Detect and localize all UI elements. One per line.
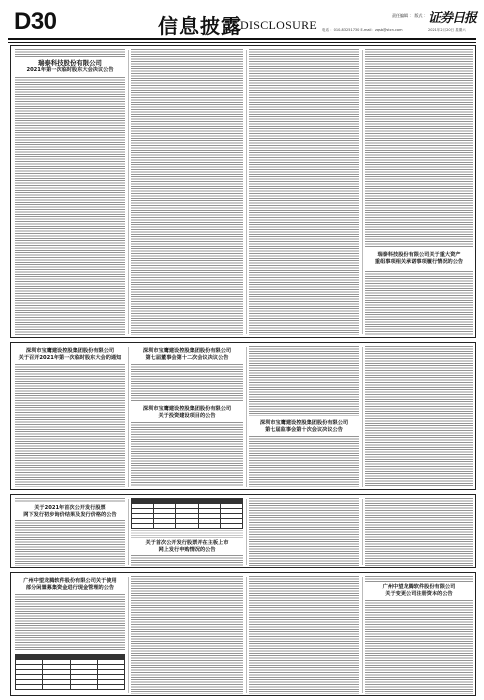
announcement-title-a3: 深圳市宝鹰建设控股集团股份有限公司 关于召开2021年第一次临时股东大会的通知 [18,348,122,361]
column-1 [15,346,125,487]
text-lines [15,364,125,487]
text-lines [15,520,125,566]
column-divider [128,577,129,693]
announcement-title-a7: 关于2021年首次公开发行股票 网下发行初步询价结果及发行价格的公告 [23,505,117,518]
column-divider [128,50,129,334]
text-lines [365,271,473,335]
column-1 [15,498,125,566]
masthead-rule-thin [8,42,476,43]
section-subtitle: DISCLOSURE [240,18,318,32]
announcement-title-a6: 深圳市宝鹰建设控股集团股份有限公司 第七届监事会第十次会议决议公告 [259,420,349,433]
column-2 [131,346,243,487]
issue-date: 2021年2月20日 星期六 [428,28,466,32]
column-3 [249,576,359,694]
text-lines [249,436,359,487]
section-title: 信息披露 [158,14,242,38]
contact-line: 电话 ：010-83251730 E-mail：zqsb@stcn.com [322,28,403,32]
text-lines [249,346,359,416]
column-divider [246,499,247,565]
column-3 [249,346,359,487]
text-lines [365,498,473,566]
column-divider [128,499,129,565]
column-3 [249,49,359,335]
text-lines [131,555,243,566]
announcement-block-bottom [10,572,476,696]
text-lines [365,600,473,694]
announcement-title-a2: 瑞泰科技股份有限公司关于重大资产 重组事项相关承诺事项履行情况的公告 [374,252,464,265]
column-4 [365,498,473,566]
column-2 [131,576,243,694]
data-table [15,654,125,690]
column-1 [15,49,125,335]
column-4 [365,49,473,335]
text-lines [365,576,473,582]
column-divider [362,499,363,565]
masthead [8,6,476,40]
text-lines [249,498,359,566]
column-1 [15,576,125,694]
announcement-title-a10: 广州中望龙腾软件股份有限公司 关于变更公司注册资本的公告 [382,584,456,597]
page-number: D30 [14,8,57,35]
text-lines [249,576,359,694]
announcement-title-a9: 广州中望龙腾软件股份有限公司关于使用 部分闲置募集资金进行现金管理的公告 [23,578,117,591]
text-lines [15,594,125,650]
text-lines [131,364,243,402]
announcement-block-top [10,45,476,338]
text-lines [131,422,243,487]
column-2 [131,49,243,335]
column-divider [362,577,363,693]
column-divider [246,577,247,693]
text-lines [131,576,243,694]
column-3 [249,498,359,566]
announcement-title-a1: 瑞泰科技股份有限公司 2021年第一次临时股东大会决议公告 [26,59,114,73]
announcement-title-a5: 深圳市宝鹰建设控股集团股份有限公司 关于投资建设项目的公告 [142,406,232,419]
column-divider [246,50,247,334]
text-lines [15,77,125,335]
announcement-title-a8: 关于首次公开发行股票并在主板上市 网上发行申购情况的公告 [145,540,229,553]
data-table [131,498,243,529]
text-lines [249,49,359,335]
masthead-rule-thick [8,38,476,40]
announcement-title-a4: 深圳市宝鹰建设控股集团股份有限公司 第七届董事会第十二次会议决议公告 [142,348,232,361]
column-divider [128,347,129,487]
column-divider [362,50,363,334]
column-4 [365,346,473,487]
newspaper-logo: 证券日报 [428,11,477,26]
text-lines [15,498,125,503]
text-lines [15,49,125,57]
column-4 [365,576,473,694]
column-divider [362,347,363,487]
text-lines [131,530,243,538]
column-2 [131,498,243,566]
text-lines [365,346,473,487]
editors-line: 责任编辑 ： 版式 ： [392,13,428,18]
text-lines [365,49,473,247]
column-divider [246,347,247,487]
announcement-block-lower [10,494,476,568]
announcement-block-middle [10,342,476,490]
text-lines [131,49,243,335]
